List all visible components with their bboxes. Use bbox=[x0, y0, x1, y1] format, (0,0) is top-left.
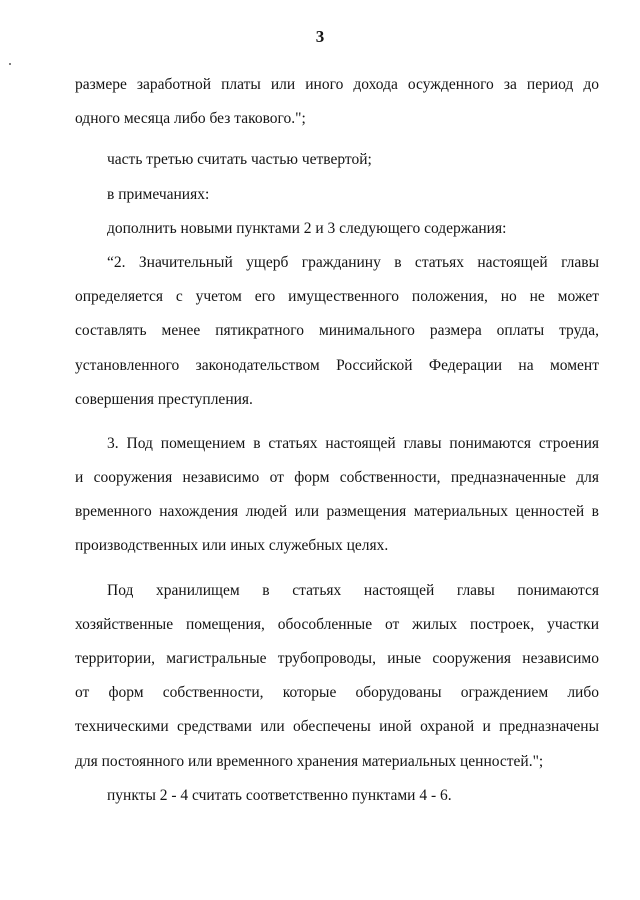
text-line: “2. Значительный ущерб гражданину в статьях настоящей главы bbox=[107, 253, 599, 271]
text-line: размере заработной платы или иного дохода осужденного за период до bbox=[75, 76, 599, 93]
document-body bbox=[75, 68, 599, 813]
page-number: 3 bbox=[315, 27, 325, 46]
text-line: определяется с учетом его имущественного положения, но не может bbox=[75, 288, 599, 306]
text-line: от форм собственности, которые оборудованы ограждением либо bbox=[75, 684, 599, 702]
text-line: производственных или иных служебных целях. bbox=[75, 537, 389, 555]
text-line: техническими средствами или обеспечены иной охраной и предназначены bbox=[75, 718, 599, 736]
text-line: территории, магистральные трубопроводы, иные сооружения независимо bbox=[75, 650, 599, 667]
text-line: и сооружения независимо от форм собственности, предназначенные для bbox=[75, 469, 599, 487]
text-line: совершения преступления. bbox=[75, 390, 253, 408]
text-line: дополнить новыми пунктами 2 и 3 следующего содержания: bbox=[107, 219, 507, 237]
text-line: хозяйственные помещения, обособленные от жилых построек, участки bbox=[75, 615, 599, 633]
text-line: 3. Под помещением в статьях настоящей главы понимаются строения bbox=[107, 434, 599, 452]
text-line: Под хранилищем в статьях настоящей главы понимаются bbox=[107, 581, 599, 599]
text-line: часть третью считать частью четвертой; bbox=[107, 151, 372, 169]
text-line: временного нахождения людей или размещения материальных ценностей в bbox=[75, 503, 599, 521]
text-line: в примечаниях: bbox=[107, 185, 210, 203]
scan-artifact-dot bbox=[9, 63, 11, 65]
text-line: составлять менее пятикратного минимального размера оплаты труда, bbox=[75, 322, 599, 340]
text-line: установленного законодательством Российской Федерации на момент bbox=[75, 356, 599, 374]
text-line: одного месяца либо без такового."; bbox=[75, 110, 306, 128]
text-line: для постоянного или временного хранения материальных ценностей."; bbox=[75, 752, 544, 770]
text-line: пункты 2 - 4 считать соответственно пунктами 4 - 6. bbox=[107, 786, 452, 804]
